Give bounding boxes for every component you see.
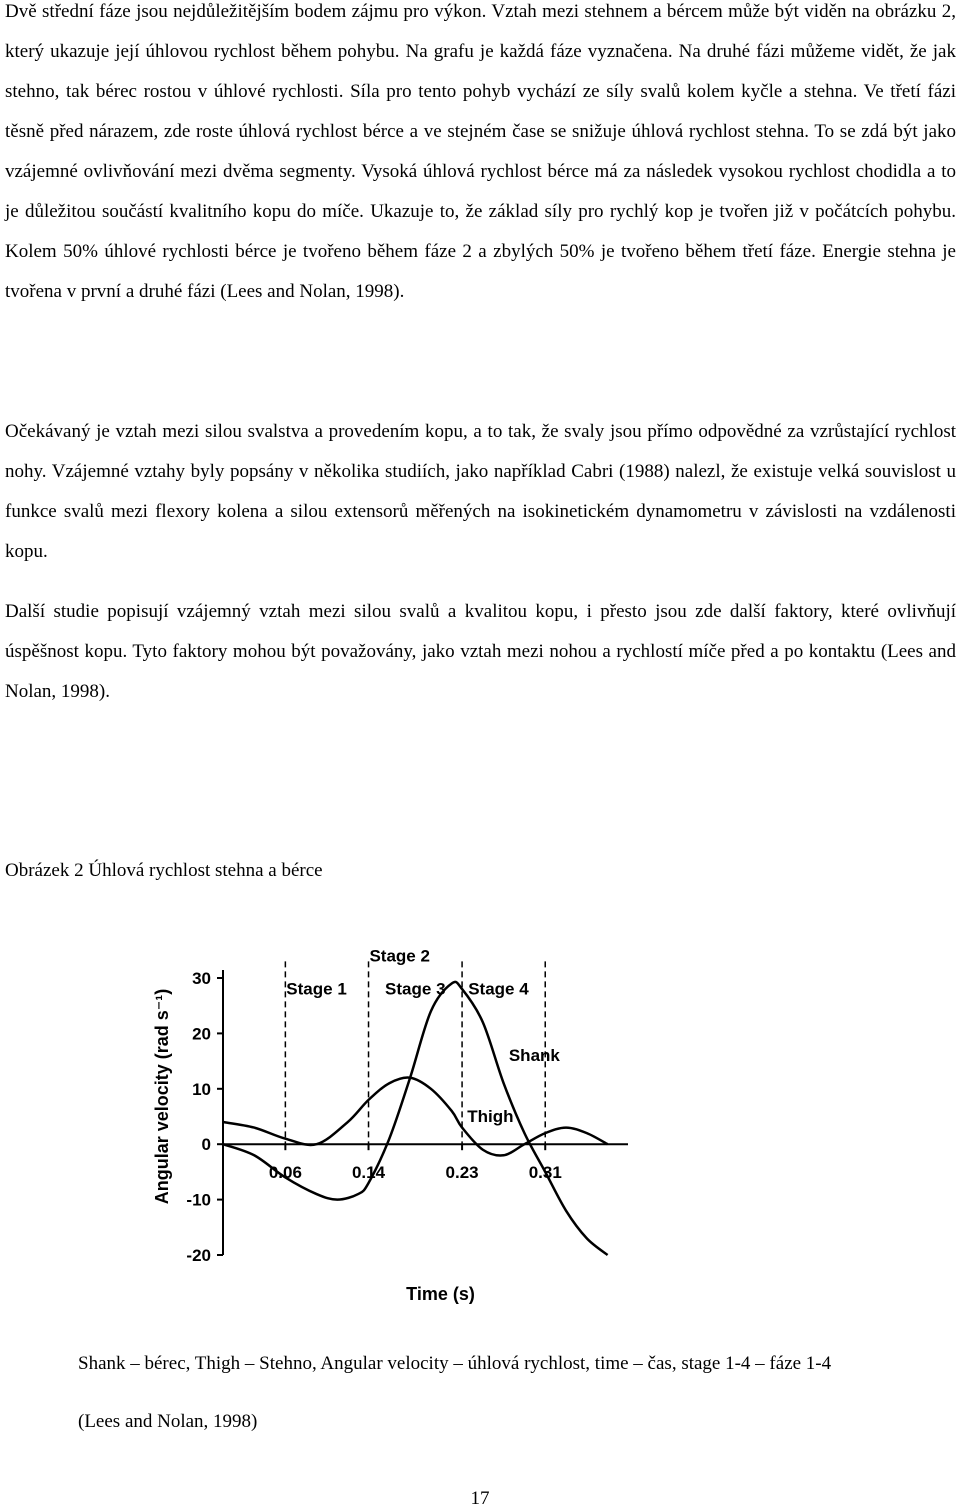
figure-caption: Obrázek 2 Úhlová rychlost stehna a bérce bbox=[5, 860, 323, 881]
x-tick-label: 0.23 bbox=[445, 1163, 479, 1183]
legend-note: Shank – bérec, Thigh – Stehno, Angular velocity – úhlová rychlost, time – čas, stage 1-4 – fáze 1-4 bbox=[78, 1353, 832, 1374]
stage-label-2: Stage 2 bbox=[369, 946, 430, 966]
y-tick-label: -20 bbox=[186, 1246, 211, 1265]
x-tick-label: 0.31 bbox=[528, 1163, 562, 1183]
stage-label-1: Stage 1 bbox=[286, 979, 347, 999]
stage-label-4: Stage 4 bbox=[468, 979, 529, 999]
source-note: (Lees and Nolan, 1998) bbox=[78, 1411, 258, 1432]
y-axis-label: Angular velocity (rad s⁻¹) bbox=[152, 988, 172, 1205]
x-tick-label: 0.06 bbox=[268, 1163, 302, 1183]
x-tick-label: 0.14 bbox=[351, 1163, 386, 1183]
y-tick-label: -10 bbox=[186, 1190, 211, 1210]
x-axis-label: Time (s) bbox=[406, 1284, 475, 1304]
chart-canvas bbox=[148, 920, 708, 1320]
series-label-thigh: Thigh bbox=[467, 1107, 514, 1127]
angular-velocity-chart bbox=[148, 920, 708, 1320]
page-number: 17 bbox=[470, 1488, 490, 1509]
stage-label-3: Stage 3 bbox=[385, 979, 446, 999]
paragraph-2: Očekávaný je vztah mezi silou svalstva a provedením kopu, a to tak, že svaly jsou přímo odpovědné za vzrůstající rychlost nohy. Vzájemné vztahy byly popsány v několika studiích, jako například Cabri (1988) nalezl, že existuje velká souvislost u funkce svalů mezi flexory kolena a silou extensorů měřených na isokinetickém dynamometru v závislosti na vzdálenosti kopu. bbox=[5, 421, 956, 562]
y-tick-label: 0 bbox=[201, 1135, 211, 1155]
y-tick-label: 20 bbox=[192, 1024, 211, 1044]
series-line-shank bbox=[223, 979, 608, 1255]
y-tick-label: 30 bbox=[192, 969, 211, 988]
paragraph-3: Další studie popisují vzájemný vztah mezi silou svalů a kvalitou kopu, i přesto jsou zde další faktory, které ovlivňují úspěšnost kopu. Tyto faktory mohou být považovány, jako vztah mezi nohou a rychlostí míče před a po kontaktu (Lees and Nolan, 1998). bbox=[5, 601, 956, 702]
paragraph-1: Dvě střední fáze jsou nejdůležitějším bodem zájmu pro výkon. Vztah mezi stehnem a bércem může být viděn na obrázku 2, který ukazuje její úhlovou rychlost během pohybu. Na grafu je každá fáze vyznačena. Na druhé fázi můžeme vidět, že jak stehno, tak bérec rostou v úhlové rychlosti. Síla pro tento pohyb vychází ze síly svalů kolem kyčle a stehna. Ve třetí fázi těsně před nárazem, zde roste úhlová rychlost bérce a ve stejném čase se snižuje úhlová rychlost stehna. To se zdá být jako vzájemné ovlivňování mezi dvěma segmenty. Vysoká úhlová rychlost bérce má za následek vysokou rychlost chodidla a to je důležitou součástí kvalitního kopu do míče. Ukazuje to, že základ síly pro rychlý kop je tvořen již v počátcích pohybu. Kolem 50% úhlové rychlosti bérce je tvořeno během fáze 2 a zbylých 50% je tvořeno během třetí fáze. Energie stehna je tvořena v první a druhé fázi (Lees and Nolan, 1998). bbox=[5, 1, 956, 302]
y-tick-label: 10 bbox=[192, 1079, 211, 1099]
series-label-shank: Shank bbox=[508, 1046, 560, 1066]
